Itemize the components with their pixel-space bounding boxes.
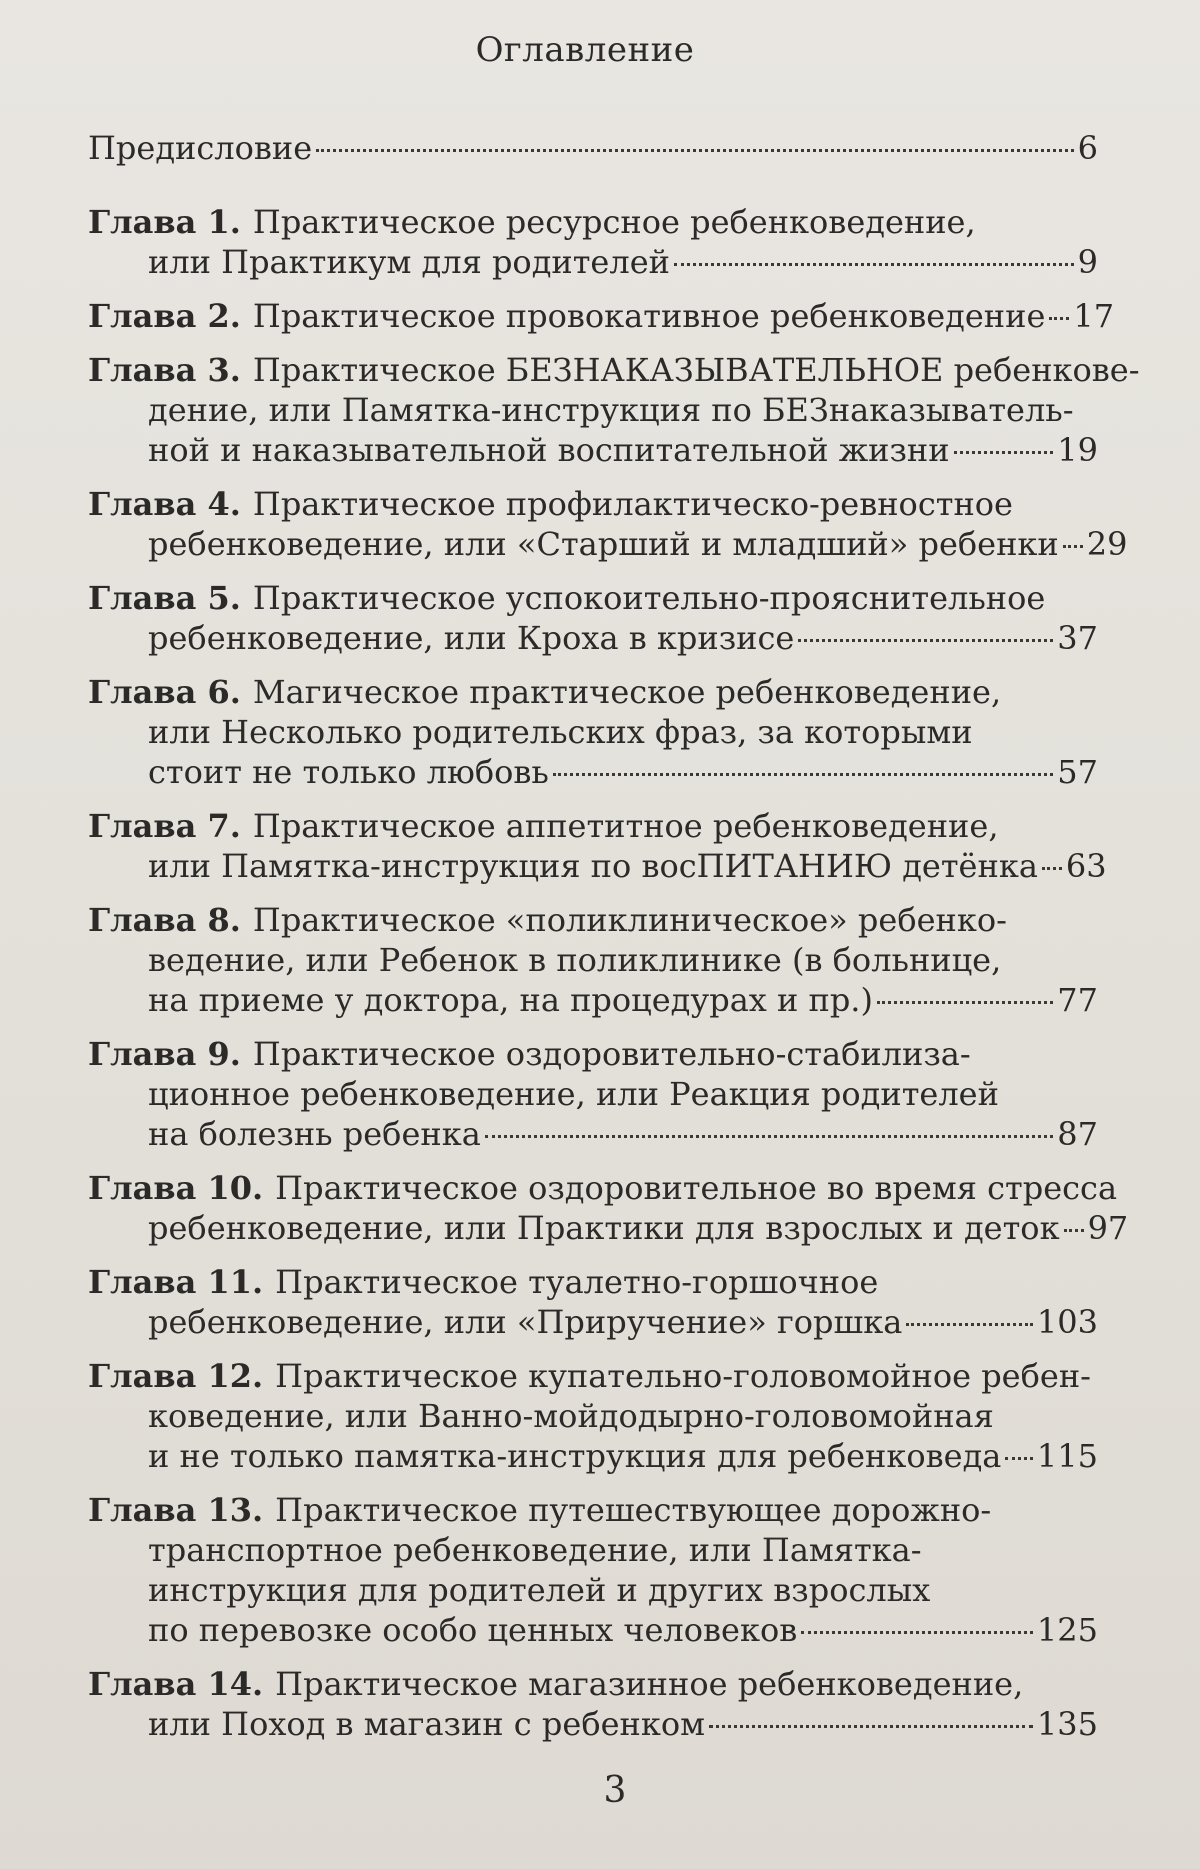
- page-number: 3: [603, 1770, 627, 1811]
- page-ref: 135: [1036, 1705, 1098, 1743]
- chapter-title-line: инструкция для родителей и других взрослых: [148, 1571, 931, 1609]
- toc-line: [88, 1610, 1098, 1650]
- chapter-label: Глава 1.: [88, 203, 241, 241]
- dot-leader: [1005, 1457, 1033, 1460]
- toc-line: [88, 1074, 1098, 1114]
- chapter-title-line: Практическое туалетно-горшочное: [275, 1263, 879, 1301]
- toc-entry-chapter: [88, 672, 1098, 792]
- dot-leader: [954, 451, 1054, 454]
- toc-entry-chapter: [88, 900, 1098, 1020]
- chapter-title-line: или Практикум для родителей: [148, 243, 670, 281]
- toc-line: [88, 1396, 1098, 1436]
- toc-line: [88, 350, 1140, 390]
- page-ref: 63: [1065, 847, 1107, 885]
- chapter-label: Глава 4.: [88, 485, 241, 523]
- chapter-label: Глава 14.: [88, 1665, 264, 1703]
- chapter-list: [88, 202, 1140, 1744]
- chapter-label: Глава 11.: [88, 1263, 264, 1301]
- chapter-title-line: ребенковедение, или «Старший и младший» ребенки: [148, 525, 1059, 563]
- chapter-title-line: коведение, или Ванно-мойдодырно-головомойная: [148, 1397, 994, 1435]
- chapter-title-line: Практическое путешествующее дорожно-: [275, 1491, 992, 1529]
- chapter-label: Глава 13.: [88, 1491, 264, 1529]
- dot-leader: [1064, 1229, 1084, 1232]
- chapter-title-line: Практическое ресурсное ребенковедение,: [252, 203, 976, 241]
- dot-leader: [906, 1323, 1033, 1326]
- table-of-contents: [88, 128, 1140, 1758]
- toc-line: [88, 1114, 1098, 1154]
- toc-entry-chapter: [88, 1356, 1098, 1476]
- toc-line: [88, 1530, 1098, 1570]
- page-ref: 57: [1057, 753, 1098, 791]
- toc-line: [88, 1262, 1098, 1302]
- toc-line: [88, 1664, 1098, 1704]
- chapter-title-line: Магическое практическое ребенковедение,: [252, 673, 1002, 711]
- chapter-label: Глава 2.: [88, 297, 241, 335]
- toc-line: [88, 242, 1098, 282]
- chapter-title-line: или Несколько родительских фраз, за которыми: [148, 713, 973, 751]
- toc-line: [88, 484, 1098, 524]
- chapter-title-line: стоит не только любовь: [148, 753, 549, 791]
- toc-line: [88, 618, 1098, 658]
- chapter-title-line: Практическое оздоровительно-стабилиза-: [252, 1035, 971, 1073]
- dot-leader: [553, 773, 1053, 776]
- toc-entry-chapter: [88, 1262, 1098, 1342]
- toc-line: [88, 1436, 1098, 1476]
- chapter-label: Глава 8.: [88, 901, 241, 939]
- page-title: Оглавление: [475, 30, 695, 70]
- toc-entry-chapter: [88, 296, 1115, 336]
- chapter-title-line: Практическое БЕЗНАКАЗЫВАТЕЛЬНОЕ ребенкове-: [252, 351, 1140, 389]
- page-ref: 97: [1087, 1209, 1129, 1247]
- toc-line: [88, 712, 1098, 752]
- toc-line: [88, 940, 1098, 980]
- chapter-label: Глава 10.: [88, 1169, 264, 1207]
- toc-entry-preface: [88, 128, 1098, 168]
- toc-entry-chapter: [88, 484, 1128, 564]
- toc-line: [88, 806, 1098, 846]
- dot-leader: [316, 149, 1073, 152]
- dot-leader: [877, 1001, 1053, 1004]
- toc-line: [88, 430, 1098, 470]
- page-ref: 17: [1073, 297, 1115, 335]
- toc-line: [88, 296, 1115, 336]
- chapter-title-line: Практическое «поликлиническое» ребенко-: [252, 901, 1007, 939]
- chapter-title-line: дение, или Памятка-инструкция по БЕЗнаказыватель-: [148, 391, 1074, 429]
- chapter-title-line: Практическое профилактическо-ревностное: [252, 485, 1013, 523]
- toc-entry-chapter: [88, 202, 1098, 282]
- chapter-title-line: Практическое успокоительно-прояснительное: [252, 579, 1046, 617]
- chapter-title-line: или Поход в магазин с ребенком: [148, 1705, 705, 1743]
- chapter-title-line: Практическое провокативное ребенковедение: [252, 297, 1046, 335]
- dot-leader: [1042, 867, 1062, 870]
- page-ref: 37: [1057, 619, 1098, 657]
- toc-line: [88, 980, 1098, 1020]
- chapter-title-line: ребенковедение, или Кроха в кризисе: [148, 619, 795, 657]
- toc-line: [88, 1208, 1129, 1248]
- dot-leader: [798, 639, 1053, 642]
- toc-line: [88, 1302, 1098, 1342]
- toc-line: [88, 1356, 1098, 1396]
- toc-entry-chapter: [88, 1664, 1098, 1744]
- chapter-title-line: ведение, или Ребенок в поликлинике (в больнице,: [148, 941, 1002, 979]
- toc-line: [88, 752, 1098, 792]
- dot-leader: [1049, 317, 1069, 320]
- chapter-title-line: на болезнь ребенка: [148, 1115, 481, 1153]
- chapter-title-line: на приеме у доктора, на процедурах и пр.): [148, 981, 873, 1019]
- toc-entry-chapter: [88, 578, 1098, 658]
- chapter-title-line: Практическое оздоровительное во время стресса: [275, 1169, 1118, 1207]
- chapter-label: Глава 12.: [88, 1357, 264, 1395]
- page-ref: 115: [1036, 1437, 1098, 1475]
- page-ref: 77: [1057, 981, 1098, 1019]
- page-ref: 125: [1036, 1611, 1098, 1649]
- page-ref: 29: [1086, 525, 1128, 563]
- chapter-label: Глава 3.: [88, 351, 241, 389]
- toc-entry-chapter: [88, 806, 1107, 886]
- chapter-label: Глава 7.: [88, 807, 241, 845]
- chapter-label: Глава 9.: [88, 1035, 241, 1073]
- chapter-title-line: Практическое купательно-головомойное ребен-: [275, 1357, 1091, 1395]
- toc-line: [88, 578, 1098, 618]
- toc-line: [88, 846, 1107, 886]
- dot-leader: [674, 263, 1074, 266]
- chapter-title-line: Практическое аппетитное ребенковедение,: [252, 807, 999, 845]
- toc-line: [88, 672, 1098, 712]
- chapter-title-line: Практическое магазинное ребенковедение,: [275, 1665, 1024, 1703]
- dot-leader: [709, 1725, 1033, 1728]
- toc-line: [88, 1570, 1098, 1610]
- toc-entry-chapter: [88, 1168, 1129, 1248]
- toc-line: [88, 1490, 1098, 1530]
- toc-line: [88, 900, 1098, 940]
- chapter-title-line: или Памятка-инструкция по восПИТАНИЮ детёнка: [148, 847, 1038, 885]
- chapter-title-line: ребенковедение, или «Приручение» горшка: [148, 1303, 903, 1341]
- toc-entry-chapter: [88, 350, 1140, 470]
- page-ref: 103: [1036, 1303, 1098, 1341]
- chapter-title-line: ребенковедение, или Практики для взрослых и деток: [148, 1209, 1060, 1247]
- chapter-title-line: ционное ребенковедение, или Реакция родителей: [148, 1075, 999, 1113]
- chapter-title-line: по перевозке особо ценных человеков: [148, 1611, 798, 1649]
- chapter-title-line: транспортное ребенковедение, или Памятка-: [148, 1531, 922, 1569]
- toc-line: [88, 1034, 1098, 1074]
- preface-title: Предисловие: [88, 129, 313, 167]
- toc-line: [88, 1704, 1098, 1744]
- toc-line: [88, 524, 1128, 564]
- toc-line: [88, 390, 1098, 430]
- page-ref: 87: [1057, 1115, 1098, 1153]
- dot-leader: [1063, 545, 1083, 548]
- chapter-title-line: ной и наказывательной воспитательной жизни: [148, 431, 950, 469]
- chapter-title-line: и не только памятка-инструкция для ребенковеда: [148, 1437, 1002, 1475]
- toc-entry-chapter: [88, 1490, 1098, 1650]
- dot-leader: [485, 1135, 1054, 1138]
- toc-entry-chapter: [88, 1034, 1098, 1154]
- page-ref: 19: [1057, 431, 1098, 469]
- page-ref: 6: [1077, 129, 1098, 167]
- toc-line: [88, 202, 1098, 242]
- chapter-label: Глава 6.: [88, 673, 241, 711]
- toc-line: [88, 1168, 1118, 1208]
- chapter-label: Глава 5.: [88, 579, 241, 617]
- page-ref: 9: [1077, 243, 1098, 281]
- dot-leader: [801, 1631, 1033, 1634]
